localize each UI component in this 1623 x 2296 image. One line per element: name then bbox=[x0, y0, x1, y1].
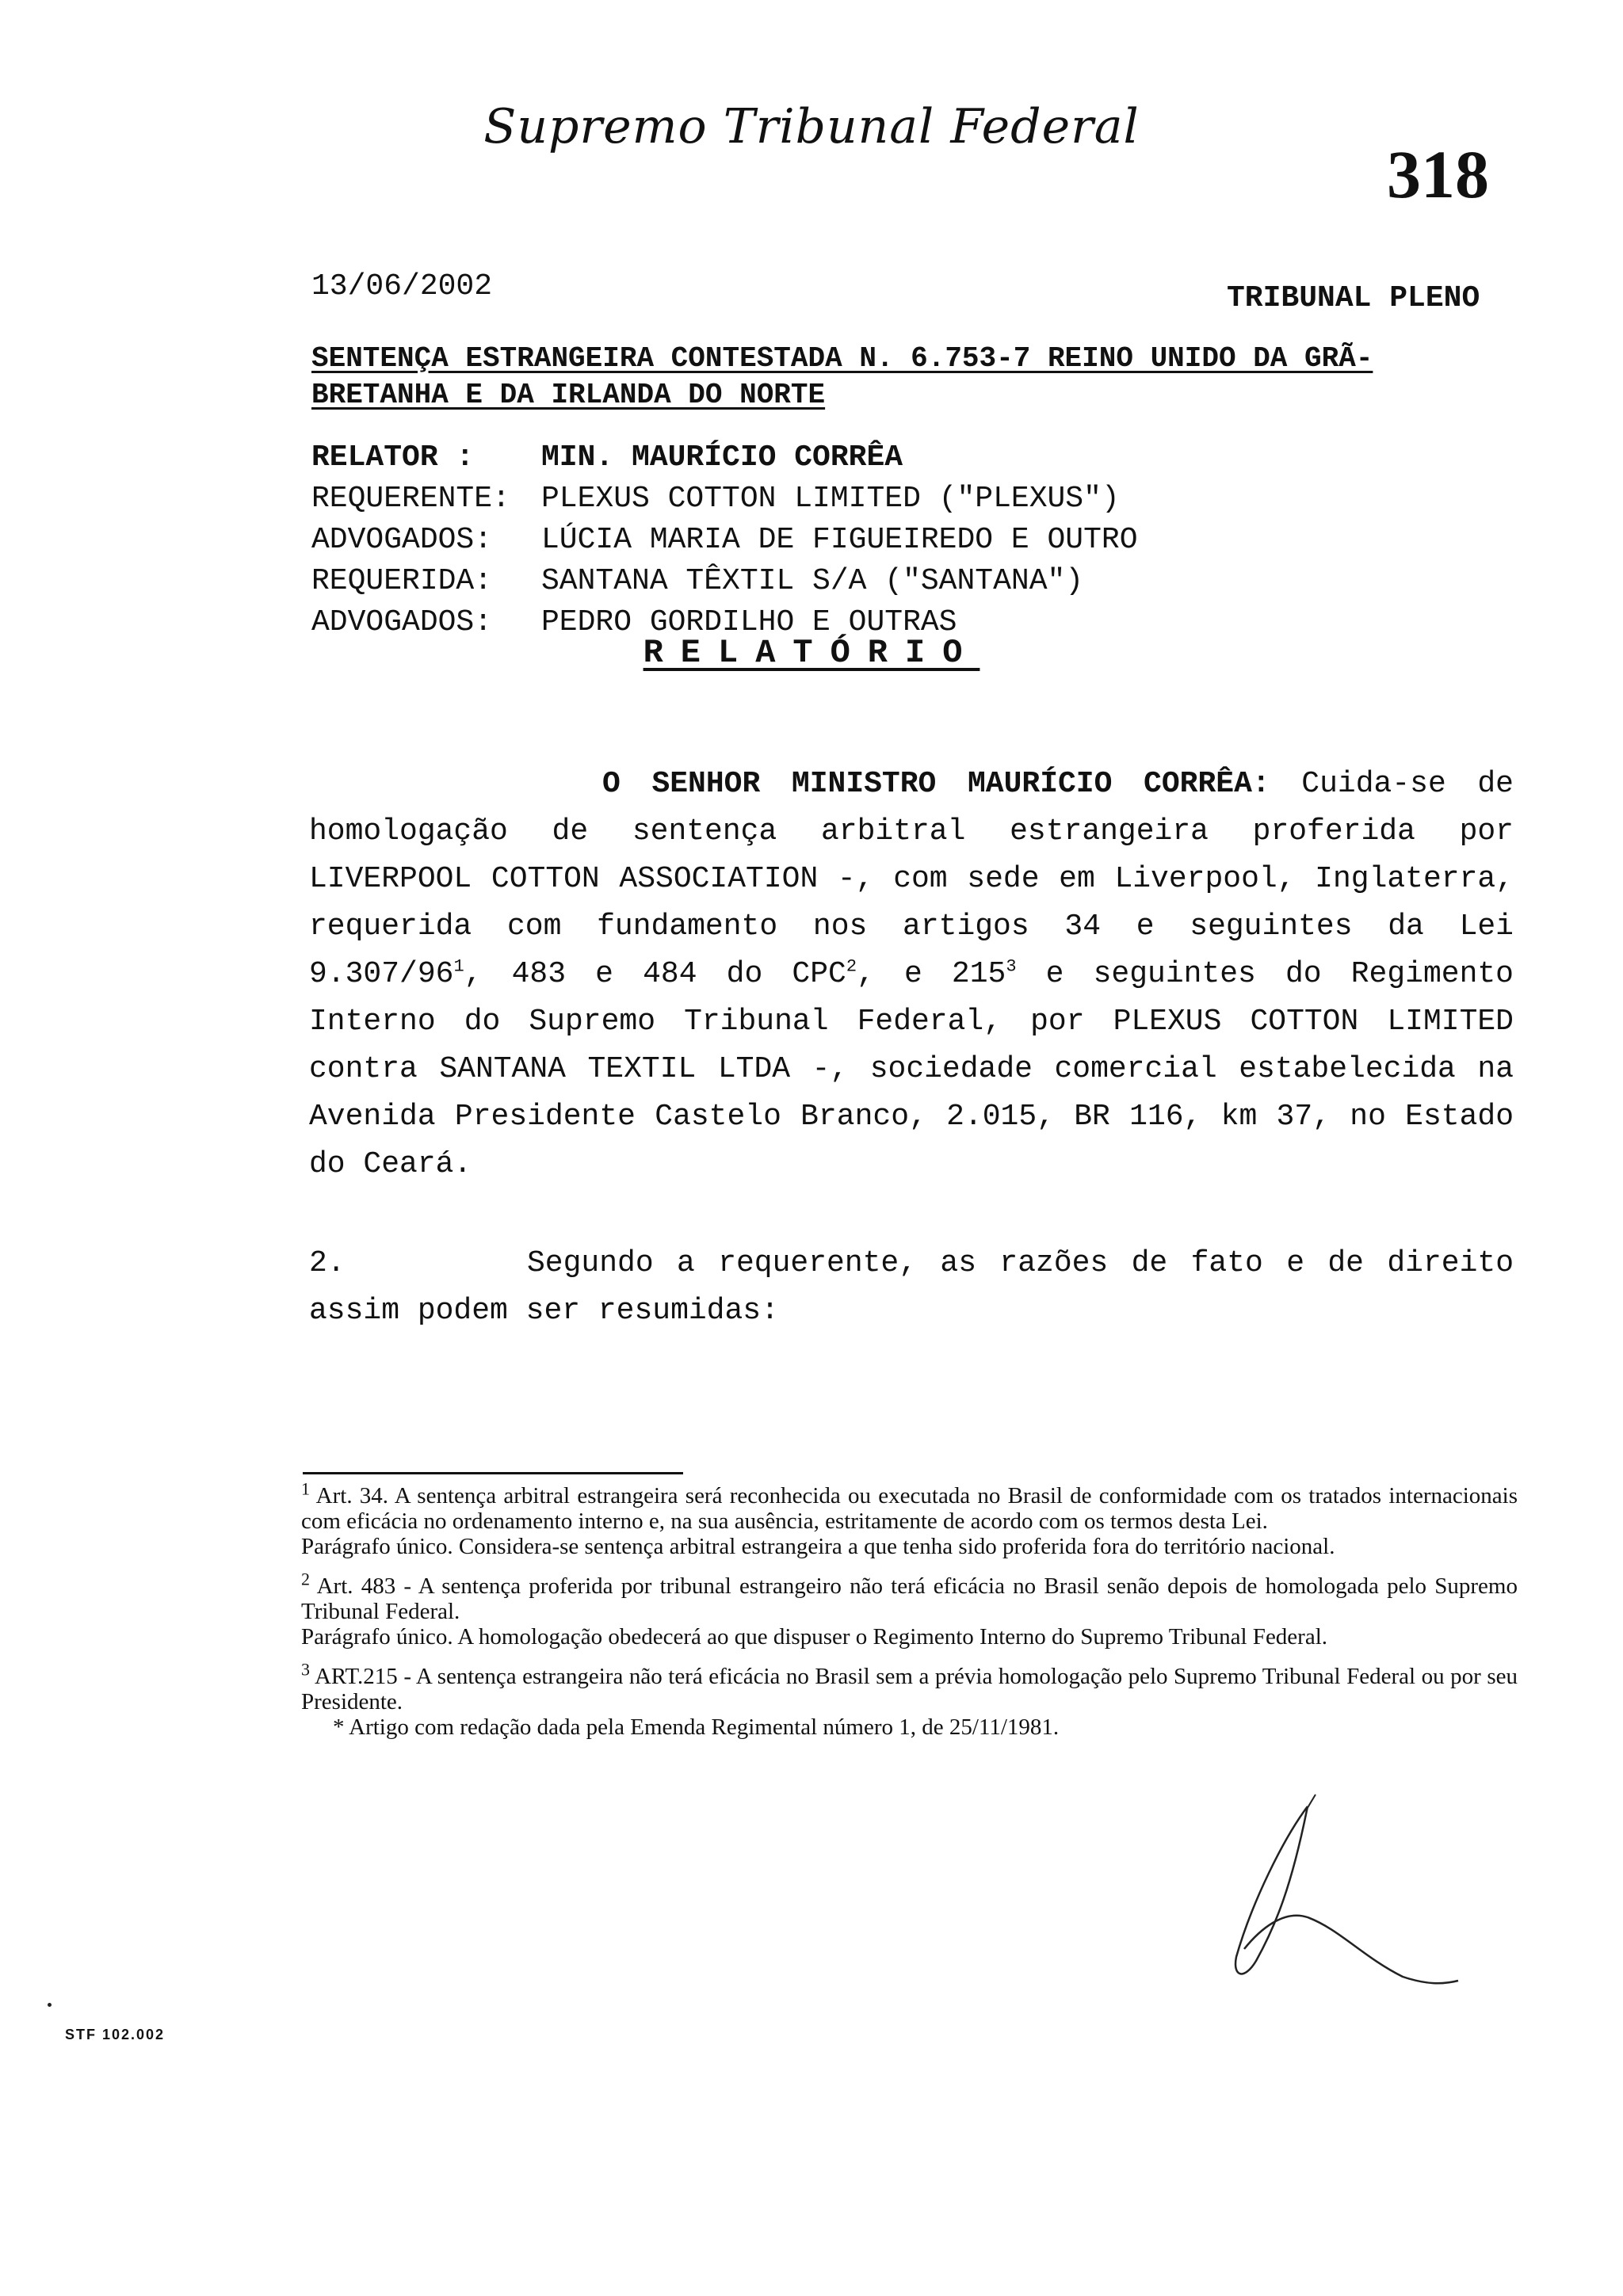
paragraph-1-text-a: Cuida-se de homologação de sentença arbitral estrangeira proferida por LIVERPOOL COTTON ASSOCIATION -, com sede em Liverpool, Inglaterra, requerida com fundamento nos artigos 34 e seguintes da Lei 9.307/96 bbox=[309, 767, 1514, 991]
footnote-extra: Parágrafo único. A homologação obedecerá ao que dispuser o Regimento Interno do Supremo Tribunal Federal. bbox=[301, 1624, 1328, 1650]
speaker-label: O SENHOR MINISTRO MAURÍCIO CORRÊA: bbox=[602, 767, 1270, 801]
party-row-relator bbox=[311, 437, 1138, 479]
paragraph-2-text: Segundo a requerente, as razões de fato e de direito assim podem ser resumidas: bbox=[309, 1246, 1514, 1328]
footnote-ref-1: 1 bbox=[453, 956, 464, 977]
party-value: PEDRO GORDILHO E OUTRAS bbox=[541, 605, 957, 639]
footnote-marker: 1 bbox=[301, 1478, 310, 1499]
footnotes bbox=[301, 1478, 1518, 1754]
footnote-ref-2: 2 bbox=[846, 956, 857, 977]
court-header: Supremo Tribunal Federal bbox=[483, 99, 1140, 154]
footnote-3 bbox=[301, 1659, 1518, 1740]
footnote-text: ART.215 - A sentença estrangeira não terá eficácia no Brasil sem a prévia homologação pelo Supremo Tribunal Federal ou por seu Presidente. bbox=[301, 1664, 1518, 1714]
footnote-marker: 2 bbox=[301, 1569, 310, 1589]
signature bbox=[1189, 1791, 1474, 1997]
section-heading: RELATÓRIO bbox=[643, 634, 980, 672]
parties-list bbox=[311, 437, 1138, 643]
party-role: ADVOGADOS: bbox=[311, 523, 493, 557]
footnote-ref-3: 3 bbox=[1006, 956, 1017, 977]
footnote-divider bbox=[303, 1472, 683, 1474]
paragraph-2 bbox=[309, 1240, 1514, 1335]
margin-dot bbox=[48, 2003, 52, 2007]
case-title bbox=[311, 341, 1500, 414]
party-value: LÚCIA MARIA DE FIGUEIREDO E OUTRO bbox=[541, 523, 1138, 557]
footnote-2 bbox=[301, 1569, 1518, 1650]
form-code: STF 102.002 bbox=[65, 2027, 166, 2042]
paragraph-1-text-d: e seguintes do Regimento Interno do Supremo Tribunal Federal, por PLEXUS COTTON LIMITED contra SANTANA TEXTIL LTDA -, sociedade comercial estabelecida na Avenida Presidente Castelo Branco, 2.015, BR 116, km 37, no Estado do Ceará. bbox=[309, 957, 1514, 1181]
footnote-text: Art. 483 - A sentença proferida por tribunal estrangeiro não terá eficácia no Brasil senão depois de homologada pelo Supremo Tribunal Federal. bbox=[301, 1573, 1518, 1624]
page-number: 318 bbox=[1387, 136, 1489, 212]
party-value: PLEXUS COTTON LIMITED ("PLEXUS") bbox=[541, 482, 1120, 516]
paragraph-number: 2. bbox=[309, 1246, 346, 1280]
party-row-requerida bbox=[311, 561, 1138, 602]
footnote-text: Art. 34. A sentença arbitral estrangeira será reconhecida ou executada no Brasil de conformidade com os tratados internacionais com eficácia no ordenamento interno e, na sua ausência, estritamente de acordo com os termos desta Lei. bbox=[301, 1483, 1518, 1534]
footnote-note: * Artigo com redação dada pela Emenda Regimental número 1, de 25/11/1981. bbox=[333, 1714, 1060, 1740]
paragraph-1-text-c: , e 215 bbox=[857, 957, 1006, 991]
footnote-extra: Parágrafo único. Considera-se sentença arbitral estrangeira a que tenha sido proferida fora do território nacional. bbox=[301, 1534, 1335, 1559]
party-role: RELATOR : bbox=[311, 441, 475, 475]
party-role: ADVOGADOS: bbox=[311, 605, 493, 639]
party-value: MIN. MAURÍCIO CORRÊA bbox=[541, 441, 903, 475]
session-date: 13/06/2002 bbox=[311, 269, 493, 303]
session-type: TRIBUNAL PLENO bbox=[1227, 281, 1480, 315]
case-title-line-1: SENTENÇA ESTRANGEIRA CONTESTADA N. 6.753-7 REINO UNIDO DA GRÃ- bbox=[311, 342, 1373, 375]
party-role: REQUERIDA: bbox=[311, 564, 493, 598]
case-title-line-2: BRETANHA E DA IRLANDA DO NORTE bbox=[311, 379, 826, 411]
footnote-marker: 3 bbox=[301, 1659, 310, 1680]
party-value: SANTANA TÊXTIL S/A ("SANTANA") bbox=[541, 564, 1084, 598]
footnote-1 bbox=[301, 1478, 1518, 1559]
party-row-requerente bbox=[311, 479, 1138, 520]
party-row-advogados-1 bbox=[311, 520, 1138, 561]
paragraph-1 bbox=[309, 761, 1514, 1188]
party-role: REQUERENTE: bbox=[311, 482, 510, 516]
paragraph-1-text-b: , 483 e 484 do CPC bbox=[464, 957, 846, 991]
